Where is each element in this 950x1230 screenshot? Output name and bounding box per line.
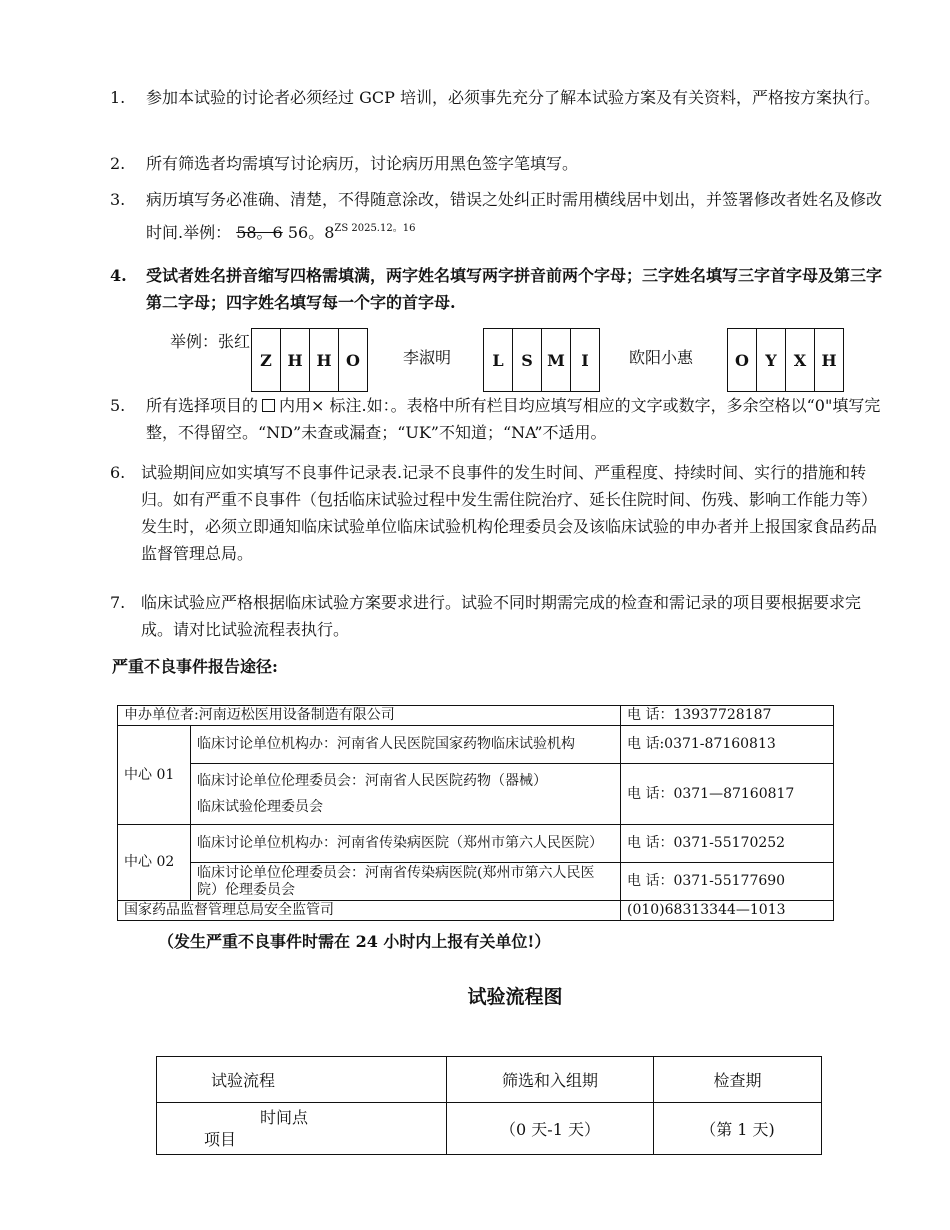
letter-box: Y [756, 328, 786, 392]
nmpa-phone: (010)68313344—1013 [621, 901, 834, 921]
item-text [146, 392, 885, 446]
instruction-7 [110, 589, 885, 643]
item-text: 所有筛选者均需填写讨论病历，讨论病历用黑色签字笔填写。 [146, 154, 579, 173]
item-text: 试验期间应如实填写不良事件记录表.记录不良事件的发生时间、严重程度、持续时间、实行的措施和转归。如有严重不良事件（包括临床试验过程中发生需住院治疗、延长住院时间、伤残、影响工作能力等）发生时，必须立即通知临床试验单位临床试验机构伦理委员会及该临床试验的申办者并上报国家食品药品监督管理总局。 [141, 463, 878, 563]
center-02-ethics: 临床讨论单位伦理委员会：河南省传染病医院(郑州市第六人民医院）伦理委员会 [191, 863, 621, 901]
item-number: 2. [110, 154, 126, 173]
example-boxes-2 [484, 328, 600, 392]
item-number: 4. [110, 266, 127, 285]
flow-diagonal-header [157, 1103, 447, 1155]
sae-heading: 严重不良事件报告途径: [112, 657, 278, 676]
center-02-institution-phone: 电 话：0371-55170252 [621, 825, 834, 863]
item-number: 1. [110, 88, 126, 107]
center-01-ethics-line2: 临床试验伦理委员会 [197, 799, 323, 815]
instruction-2 [110, 150, 885, 177]
center-01-institution: 临床讨论单位机构办：河南省人民医院国家药物临床试验机构 [191, 726, 621, 764]
signature-date: ZS 2025.12。16 [334, 223, 416, 234]
letter-box: M [541, 328, 571, 392]
sponsor-phone: 电 话：13937728187 [621, 706, 834, 726]
item-text: 参加本试验的讨论者必须经过 GCP 培训，必须事先充分了解本试验方案及有关资料，严格按方案执行。 [146, 88, 880, 107]
flow-header-screening: 筛选和入组期 [447, 1057, 654, 1103]
center-02-ethics-phone: 电 话：0371-55177690 [621, 863, 834, 901]
instruction-1 [110, 84, 885, 111]
example-boxes-3 [728, 328, 844, 392]
flow-table [156, 1056, 822, 1155]
item-text: 临床试验应严格根据临床试验方案要求进行。试验不同时期需完成的检查和需记录的项目要根据要求完成。请对比试验流程表执行。 [141, 593, 862, 639]
item-number: 7. [110, 593, 126, 612]
letter-box: O [338, 328, 368, 392]
center-01-institution-phone: 电 话:0371-87160813 [621, 726, 834, 764]
example-name-2: 李淑明 [403, 348, 452, 367]
center-01-label: 中心 01 [118, 726, 191, 825]
instruction-6 [110, 459, 885, 567]
struck-value: 58。6 [236, 223, 283, 242]
sae-contact-table [117, 705, 834, 921]
center-02-label: 中心 02 [118, 825, 191, 901]
item-text-a: 所有选择项目的 [146, 396, 259, 415]
flow-chart-title: 试验流程图 [467, 986, 563, 1008]
center-01-ethics-line1: 临床讨论单位伦理委员会：河南省人民医院药物（器械） [197, 773, 547, 789]
example-label: 举例：张红 [170, 332, 251, 351]
center-01-ethics-phone: 电 话：0371—87160817 [621, 764, 834, 825]
letter-box: Z [251, 328, 281, 392]
flow-header-process: 试验流程 [157, 1057, 447, 1103]
corrected-value: 56。8 [287, 223, 335, 242]
item-text-main: 病历填写务必准确、清楚，不得随意涂改，错误之处纠正时需用横线居中划出，并签署修改者姓名及修改时间.举例： [146, 190, 883, 242]
report-notice: （发生严重不良事件时需在 24 小时内上报有关单位!） [158, 932, 551, 951]
letter-box: H [814, 328, 844, 392]
checkbox-icon [262, 399, 275, 412]
letter-box: H [280, 328, 310, 392]
sponsor-cell: 申办单位者:河南迈松医用设备制造有限公司 [118, 706, 621, 726]
letter-box: X [785, 328, 815, 392]
letter-box: L [483, 328, 513, 392]
letter-box: O [727, 328, 757, 392]
center-02-institution: 临床讨论单位机构办：河南省传染病医院（郑州市第六人民医院） [191, 825, 621, 863]
item-number: 5. [110, 396, 126, 415]
example-boxes-1 [252, 328, 368, 392]
flow-header-exam: 检查期 [654, 1057, 822, 1103]
flow-screening-time: （0 天-1 天） [447, 1103, 654, 1155]
item-text [146, 183, 885, 249]
instruction-5 [110, 392, 885, 446]
center-01-ethics [191, 764, 621, 825]
letter-box: S [512, 328, 542, 392]
item-text-b: 内用× 标注.如：。表格中所有栏目均应填写相应的文字或数字，多余空格以“0"填写完整，不得留空。“ND”未查或漏查；“UK”不知道；“NA”不适用。 [146, 396, 881, 442]
item-label: 项目 [204, 1129, 237, 1149]
item-text: 受试者姓名拼音缩写四格需填满，两字姓名填写两字拼音前两个字母；三字姓名填写三字首字母及第三字第二字母；四字姓名填写每一个字的首字母. [146, 266, 883, 312]
instruction-4 [110, 262, 885, 316]
letter-box: I [570, 328, 600, 392]
flow-exam-time: （第 1 天) [654, 1103, 822, 1155]
nmpa-cell: 国家药品监督管理总局安全监管司 [118, 901, 621, 921]
time-point-label: 时间点 [260, 1107, 309, 1127]
example-name-3: 欧阳小惠 [629, 348, 694, 367]
item-number: 3. [110, 190, 126, 209]
instruction-3 [110, 183, 885, 249]
item-number: 6. [110, 463, 126, 482]
letter-box: H [309, 328, 339, 392]
